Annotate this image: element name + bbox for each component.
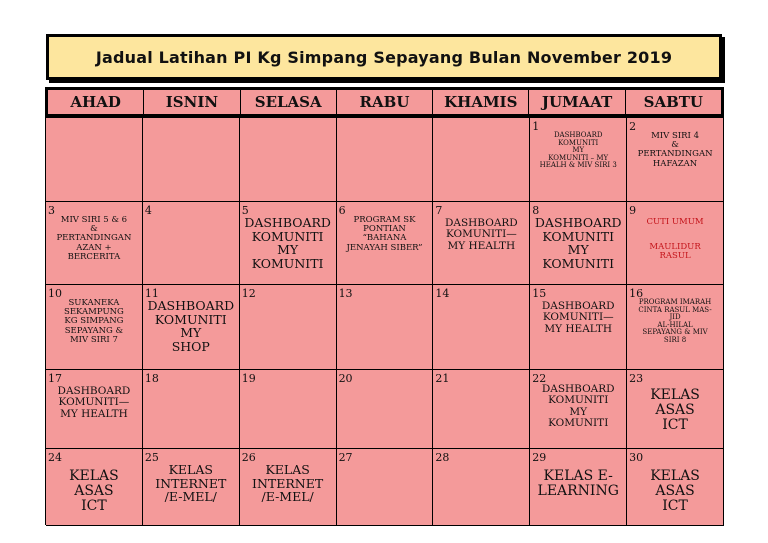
- day-event: [48, 299, 140, 345]
- day-cell-11: [143, 285, 240, 370]
- weekday-ahad: AHAD: [48, 90, 144, 114]
- event-text: PROGRAM SK PONTIAN “BAHANA JENAYAH SIBER”: [346, 215, 423, 253]
- event-text: KELAS INTERNET /E-MEL/: [155, 462, 227, 504]
- day-number: 1: [532, 120, 540, 133]
- day-event: [435, 218, 527, 252]
- day-cell-6: [337, 202, 434, 285]
- day-event: [532, 301, 624, 335]
- day-event: [48, 386, 140, 420]
- calendar-title: Jadual Latihan PI Kg Simpang Sepayang Bulan November 2019: [95, 47, 673, 67]
- day-event: [48, 216, 140, 262]
- day-number: 28: [435, 451, 450, 464]
- empty-day-cell: [46, 118, 143, 202]
- day-number: 11: [144, 287, 159, 300]
- day-cell-18: [143, 370, 240, 449]
- day-number: 4: [144, 204, 152, 217]
- weekday-khamis: KHAMIS: [433, 90, 529, 114]
- weekday-selasa: SELASA: [241, 90, 337, 114]
- event-text-secondary: MAULIDUR RASUL: [649, 242, 701, 262]
- event-text: KELAS ASAS ICT: [650, 468, 700, 515]
- day-event: [242, 216, 334, 270]
- event-text: DASHBOARD KOMUNITI MY SHOP: [147, 298, 235, 354]
- day-number: 7: [435, 204, 443, 217]
- day-event: [629, 299, 721, 344]
- empty-day-cell: [337, 118, 434, 202]
- day-number: 6: [338, 204, 346, 217]
- day-cell-4: [143, 202, 240, 285]
- day-cell-25: [143, 449, 240, 526]
- day-number: 21: [435, 372, 450, 385]
- event-text: PROGRAM IMARAH CINTA RASUL MAS- JID AL-HILAL SEPAYANG & MIV SIRI 8: [638, 298, 712, 344]
- day-cell-9: [627, 202, 724, 285]
- day-event: [145, 463, 237, 504]
- day-number: 14: [435, 287, 450, 300]
- day-cell-29: [530, 449, 627, 526]
- weekday-isnin: ISNIN: [144, 90, 240, 114]
- day-number: 26: [241, 451, 256, 464]
- day-number: 16: [629, 287, 644, 300]
- day-number: 3: [48, 204, 55, 217]
- event-text: KELAS INTERNET /E-MEL/: [252, 462, 324, 504]
- calendar-grid: [45, 117, 724, 525]
- day-cell-2: [627, 118, 724, 202]
- day-event: [145, 299, 237, 353]
- day-number: 15: [532, 287, 547, 300]
- day-cell-28: [433, 449, 530, 526]
- empty-day-cell: [143, 118, 240, 202]
- event-text: DASHBOARD KOMUNITI— MY HEALTH: [57, 385, 131, 420]
- day-number: 29: [532, 451, 547, 464]
- day-cell-1: [530, 118, 627, 202]
- empty-day-cell: [433, 118, 530, 202]
- event-text: DASHBOARD KOMUNITI— MY HEALTH: [541, 300, 615, 335]
- day-cell-5: [240, 202, 337, 285]
- title-banner: [46, 34, 722, 80]
- day-number: 19: [241, 372, 256, 385]
- day-number: 10: [48, 287, 62, 300]
- day-event: [48, 469, 140, 514]
- day-number: 5: [241, 204, 249, 217]
- day-cell-10: [46, 285, 143, 370]
- day-number: 27: [338, 451, 353, 464]
- day-cell-24: [46, 449, 143, 526]
- day-number: 8: [532, 204, 540, 217]
- day-cell-8: [530, 202, 627, 285]
- day-event: [532, 132, 624, 170]
- day-event: [532, 384, 624, 429]
- day-event: [242, 463, 334, 504]
- weekday-header-row: [45, 87, 724, 117]
- event-text: CUTI UMUM: [646, 217, 704, 227]
- day-cell-12: [240, 285, 337, 370]
- day-number: 23: [629, 372, 644, 385]
- event-text: DASHBOARD KOMUNITI— MY HEALTH: [444, 217, 518, 252]
- day-number: 24: [48, 451, 62, 464]
- day-cell-20: [337, 370, 434, 449]
- day-cell-30: [627, 449, 724, 526]
- day-event: [629, 218, 721, 262]
- day-cell-15: [530, 285, 627, 370]
- day-cell-16: [627, 285, 724, 370]
- weekday-sabtu: SABTU: [643, 93, 704, 111]
- day-cell-27: [337, 449, 434, 526]
- day-cell-3: [46, 202, 143, 285]
- event-text: MIV SIRI 4 & PERTANDINGAN HAFAZAN: [637, 131, 713, 169]
- event-text: DASHBOARD KOMUNITI MY KOMUNITI: [534, 215, 622, 271]
- day-number: 9: [629, 204, 637, 217]
- day-number: 30: [629, 451, 644, 464]
- day-event: [339, 216, 431, 253]
- day-number: 18: [144, 372, 159, 385]
- event-text: DASHBOARD KOMUNITI MY KOMUNITI: [541, 383, 615, 429]
- day-number: 20: [338, 372, 353, 385]
- day-cell-26: [240, 449, 337, 526]
- day-cell-13: [337, 285, 434, 370]
- day-cell-17: [46, 370, 143, 449]
- day-event: [629, 469, 721, 514]
- event-text: SUKANEKA SEKAMPUNG KG SIMPANG SEPAYANG & MIV SIRI 7: [64, 298, 124, 345]
- weekday-rabu: RABU: [337, 90, 433, 114]
- day-number: 12: [241, 287, 256, 300]
- day-number: 17: [48, 372, 62, 385]
- day-number: 22: [532, 372, 547, 385]
- empty-day-cell: [240, 118, 337, 202]
- day-cell-22: [530, 370, 627, 449]
- day-number: 25: [144, 451, 159, 464]
- weekday-jumaat: JUMAAT: [529, 90, 625, 114]
- day-event: [629, 132, 721, 169]
- event-text: KELAS E- LEARNING: [537, 468, 619, 500]
- day-event: [629, 388, 721, 433]
- day-cell-19: [240, 370, 337, 449]
- day-event: [532, 469, 624, 499]
- event-text: KELAS ASAS ICT: [69, 468, 119, 515]
- day-cell-7: [433, 202, 530, 285]
- day-cell-23: [627, 370, 724, 449]
- day-cell-21: [433, 370, 530, 449]
- event-text: MIV SIRI 5 & 6 & PERTANDINGAN AZAN + BERCERITA: [56, 215, 132, 262]
- day-cell-14: [433, 285, 530, 370]
- event-text: KELAS ASAS ICT: [650, 387, 700, 434]
- day-number: 2: [629, 120, 637, 133]
- day-number: 13: [338, 287, 353, 300]
- day-event: [532, 216, 624, 270]
- event-text: DASHBOARD KOMUNITI MY KOMUNITI: [244, 215, 331, 271]
- event-text: DASHBOARD KOMUNITI MY KOMUNITI – MY HEALH & MIV SIRI 3: [539, 131, 617, 170]
